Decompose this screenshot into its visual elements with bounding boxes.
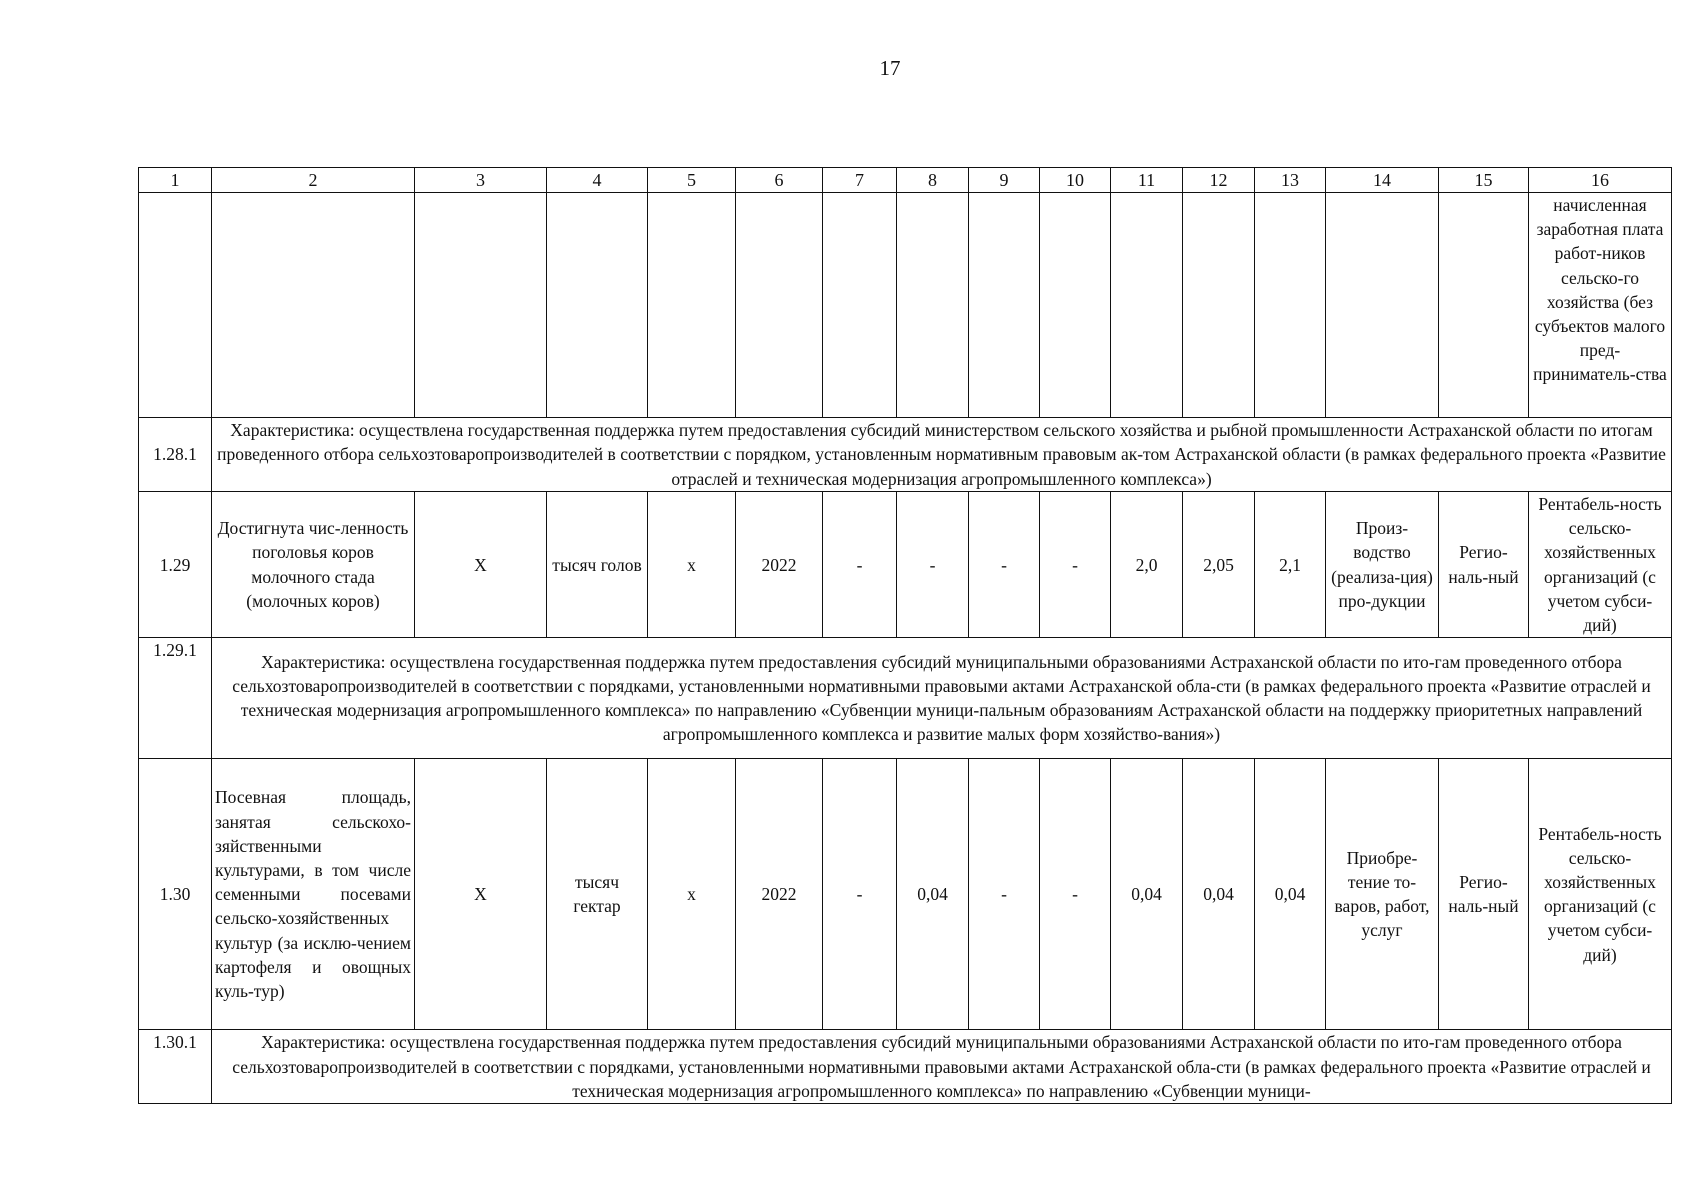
header-cell: 1: [139, 168, 212, 193]
value-cell: 2,05: [1183, 492, 1255, 638]
cell-col5: х: [648, 759, 736, 1030]
empty-cell: [1439, 193, 1529, 418]
empty-cell: [1326, 193, 1439, 418]
unit-cell: тысяч гектар: [547, 759, 648, 1030]
empty-cell: [1255, 193, 1326, 418]
row-number: 1.28.1: [139, 418, 212, 492]
empty-cell: [212, 193, 415, 418]
cell-col5: х: [648, 492, 736, 638]
empty-cell: [648, 193, 736, 418]
value-cell: 0,04: [1255, 759, 1326, 1030]
value-cell: 0,04: [897, 759, 969, 1030]
header-cell: 5: [648, 168, 736, 193]
row-number: 1.30.1: [139, 1030, 212, 1104]
continuation-row: [139, 193, 1672, 418]
value-cell: 2,1: [1255, 492, 1326, 638]
header-cell: 3: [415, 168, 547, 193]
characteristic-text: Характеристика: осуществлена государственная поддержка путем предоставления субсидий муниципальными образованиями Астраханской области по ито-гам проведенного отбора сельхозтоваропроизводителей в соответствии с порядками, установленными нормативными правовыми актами Астраханской обла-сти (в рамках федерального проекта «Развитие отраслей и техническая модернизация агропромышленного комплекса» по направлению «Субвенции муници-пальным образованиям Астраханской области на поддержку приоритетных направлений агропромышленного комплекса и развитие малых форм хозяйство-вания»): [212, 638, 1672, 759]
empty-cell: [1111, 193, 1183, 418]
empty-cell: [139, 193, 212, 418]
base-year-cell: 2022: [736, 759, 823, 1030]
header-cell: 2: [212, 168, 415, 193]
indicator-row-1-29: [139, 492, 1672, 638]
value-cell: -: [823, 492, 897, 638]
empty-cell: [969, 193, 1040, 418]
header-cell: 4: [547, 168, 648, 193]
header-cell: 8: [897, 168, 969, 193]
value-cell: 0,04: [1111, 759, 1183, 1030]
header-cell: 13: [1255, 168, 1326, 193]
linked-indicator-cell: Рентабель-ность сельско-хозяйственных организаций (с учетом субси-дий): [1529, 759, 1672, 1030]
characteristic-row-1-28-1: [139, 418, 1672, 492]
characteristic-row-1-30-1: [139, 1030, 1672, 1104]
header-cell: 10: [1040, 168, 1111, 193]
cell-col3: Х: [415, 759, 547, 1030]
value-cell: -: [823, 759, 897, 1030]
header-cell: 7: [823, 168, 897, 193]
indicator-name: Посевная площадь, занятая сельскохо-зяйственными культурами, в том числе семенными посевами сельско-хозяйственных культур (за исклю-чением картофеля и овощных куль-тур): [212, 759, 415, 1030]
cell-col3: Х: [415, 492, 547, 638]
header-cell: 9: [969, 168, 1040, 193]
base-year-cell: 2022: [736, 492, 823, 638]
type-cell: Произ-водство (реализа-ция) про-дукции: [1326, 492, 1439, 638]
value-cell: -: [969, 492, 1040, 638]
empty-cell: [415, 193, 547, 418]
type-cell: Приобре-тение то-варов, работ, услуг: [1326, 759, 1439, 1030]
column-number-header-row: [139, 168, 1672, 193]
value-cell: 2,0: [1111, 492, 1183, 638]
row-number: 1.29: [139, 492, 212, 638]
linked-indicator-cell: Рентабель-ность сельско-хозяйственных организаций (с учетом субси-дий): [1529, 492, 1672, 638]
empty-cell: [1183, 193, 1255, 418]
empty-cell: [1040, 193, 1111, 418]
unit-cell: тысяч голов: [547, 492, 648, 638]
header-cell: 15: [1439, 168, 1529, 193]
header-cell: 12: [1183, 168, 1255, 193]
continuation-col16-text: начисленная заработная плата работ-ников сельско-го хозяйства (без субъектов малого пред-приниматель-ства: [1529, 193, 1672, 418]
value-cell: 0,04: [1183, 759, 1255, 1030]
characteristic-text: Характеристика: осуществлена государственная поддержка путем предоставления субсидий министерством сельского хозяйства и рыбной промышленности Астраханской области по итогам проведенного отбора сельхозтоваропроизводителей в соответствии с порядком, установленным нормативным правовым ак-том Астраханской области (в рамках федерального проекта «Развитие отраслей и техническая модернизация агропромышленного комплекса»): [212, 418, 1672, 492]
header-cell: 16: [1529, 168, 1672, 193]
level-cell: Регио-наль-ный: [1439, 492, 1529, 638]
empty-cell: [547, 193, 648, 418]
header-cell: 14: [1326, 168, 1439, 193]
empty-cell: [823, 193, 897, 418]
page-number: 17: [879, 56, 901, 80]
characteristic-row-1-29-1: [139, 638, 1672, 759]
value-cell: -: [969, 759, 1040, 1030]
value-cell: -: [1040, 759, 1111, 1030]
characteristic-text: Характеристика: осуществлена государственная поддержка путем предоставления субсидий муниципальными образованиями Астраханской области по ито-гам проведенного отбора сельхозтоваропроизводителей в соответствии с порядками, установленными нормативными правовыми актами Астраханской обла-сти (в рамках федерального проекта «Развитие отраслей и техническая модернизация агропромышленного комплекса» по направлению «Субвенции муници-: [212, 1030, 1672, 1104]
indicator-row-1-30: [139, 759, 1672, 1030]
level-cell: Регио-наль-ный: [1439, 759, 1529, 1030]
header-cell: 11: [1111, 168, 1183, 193]
indicator-name: Достигнута чис-ленность поголовья коров молочного стада (молочных коров): [212, 492, 415, 638]
empty-cell: [897, 193, 969, 418]
value-cell: -: [897, 492, 969, 638]
empty-cell: [736, 193, 823, 418]
indicators-table: [138, 167, 1672, 1104]
value-cell: -: [1040, 492, 1111, 638]
header-cell: 6: [736, 168, 823, 193]
row-number: 1.30: [139, 759, 212, 1030]
row-number: 1.29.1: [139, 638, 212, 759]
